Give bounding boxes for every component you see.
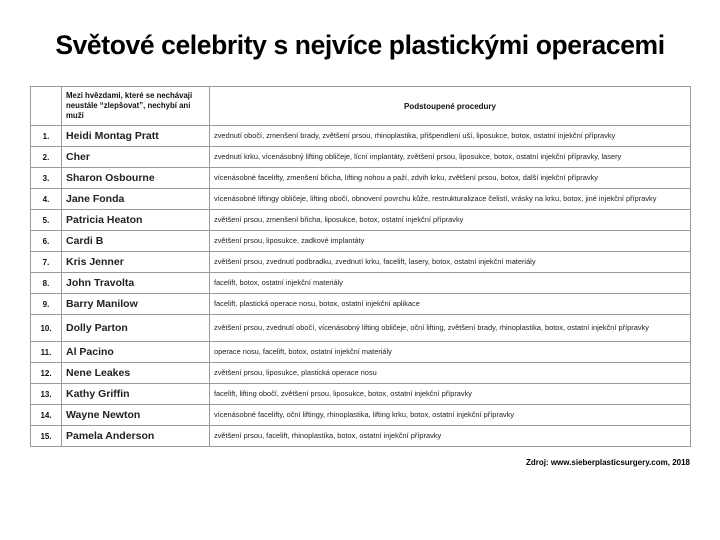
row-number: 15. <box>31 426 62 447</box>
row-number: 2. <box>31 147 62 168</box>
row-number: 4. <box>31 189 62 210</box>
procedures-list: operace nosu, facelift, botox, ostatní injekční materiály <box>210 342 691 363</box>
celebrity-name: Heidi Montag Pratt <box>62 126 210 147</box>
table-header-row <box>31 87 691 126</box>
procedures-list: facelift, lifting obočí, zvětšení prsou, liposukce, botox, ostatní injekční přípravky <box>210 384 691 405</box>
row-number: 3. <box>31 168 62 189</box>
celebrity-name: John Travolta <box>62 273 210 294</box>
page-title: Světové celebrity s nejvíce plastickými operacemi <box>55 30 665 60</box>
procedures-list: zvětšení prsou, liposukce, zadkové implantáty <box>210 231 691 252</box>
row-number: 12. <box>31 363 62 384</box>
row-number: 6. <box>31 231 62 252</box>
row-number: 14. <box>31 405 62 426</box>
celebrity-name: Barry Manilow <box>62 294 210 315</box>
procedures-list: vícenásobné facelifty, zmenšení břicha, lifting nohou a paží, zdvih krku, zvětšení prsou, botox, další injekční přípravky <box>210 168 691 189</box>
table-row <box>31 210 691 231</box>
celebrity-name: Sharon Osbourne <box>62 168 210 189</box>
table-row <box>31 342 691 363</box>
procedures-list: zvětšení prsou, zvednutí obočí, vícenásobný lifting obličeje, oční lifting, zvětšení brady, rhinoplastika, botox, ostatní injekční přípravky <box>210 315 691 342</box>
header-number-cell <box>31 87 62 126</box>
celebrity-name: Patricia Heaton <box>62 210 210 231</box>
table-row <box>31 315 691 342</box>
table-row <box>31 384 691 405</box>
procedures-list: facelift, botox, ostatní injekční materiály <box>210 273 691 294</box>
procedures-list: zvětšení prsou, facelift, rhinoplastika, botox, ostatní injekční přípravky <box>210 426 691 447</box>
row-number: 1. <box>31 126 62 147</box>
celebrity-name: Nene Leakes <box>62 363 210 384</box>
header-name-cell: Mezi hvězdami, které se nechávají neustále “zlepšovat”, nechybí ani muži <box>62 87 210 126</box>
row-number: 11. <box>31 342 62 363</box>
row-number: 9. <box>31 294 62 315</box>
table-row <box>31 405 691 426</box>
table-row <box>31 189 691 210</box>
celebrity-name: Pamela Anderson <box>62 426 210 447</box>
celebrity-name: Al Pacino <box>62 342 210 363</box>
procedures-list: zvednutí obočí, zmenšení brady, zvětšení prsou, rhinoplastika, přišpendlení uší, liposukce, botox, ostatní injekční přípravky <box>210 126 691 147</box>
table-row <box>31 363 691 384</box>
table-row <box>31 168 691 189</box>
celebrity-name: Wayne Newton <box>62 405 210 426</box>
table-row <box>31 294 691 315</box>
row-number: 10. <box>31 315 62 342</box>
table-body <box>31 126 691 447</box>
celebrity-name: Dolly Parton <box>62 315 210 342</box>
procedures-list: vícenásobné liftingy obličeje, lifting obočí, obnovení povrchu kůže, restrukturalizace čelistí, vrásky na krku, botox, jiné injekční přípravky <box>210 189 691 210</box>
table-row <box>31 273 691 294</box>
celebrity-name: Cher <box>62 147 210 168</box>
table-row <box>31 252 691 273</box>
table-row <box>31 126 691 147</box>
celebrity-table <box>30 86 691 447</box>
row-number: 5. <box>31 210 62 231</box>
procedures-list: zvětšení prsou, liposukce, plastická operace nosu <box>210 363 691 384</box>
celebrity-name: Jane Fonda <box>62 189 210 210</box>
celebrity-name: Kathy Griffin <box>62 384 210 405</box>
table-row <box>31 426 691 447</box>
row-number: 7. <box>31 252 62 273</box>
procedures-list: vícenásobné facelifty, oční liftingy, rhinoplastika, lifting krku, botox, ostatní injekční přípravky <box>210 405 691 426</box>
table-row <box>31 231 691 252</box>
procedures-list: zvětšení prsou, zmenšení břicha, liposukce, botox, ostatní injekční přípravky <box>210 210 691 231</box>
procedures-list: zvednutí krku, vícenásobný lifting obličeje, lícní implantáty, zvětšení prsou, liposukce, botox, ostatní injekční přípravky, lasery <box>210 147 691 168</box>
source-note: Zdroj: www.sieberplasticsurgery.com, 2018 <box>525 458 690 467</box>
row-number: 8. <box>31 273 62 294</box>
table-row <box>31 147 691 168</box>
procedures-list: zvětšení prsou, zvednutí podbradku, zvednutí krku, facelift, lasery, botox, ostatní injekční materiály <box>210 252 691 273</box>
row-number: 13. <box>31 384 62 405</box>
header-procedures-cell: Podstoupené procedury <box>210 87 691 126</box>
celebrity-name: Cardi B <box>62 231 210 252</box>
celebrity-name: Kris Jenner <box>62 252 210 273</box>
procedures-list: facelift, plastická operace nosu, botox, ostatní injekční aplikace <box>210 294 691 315</box>
